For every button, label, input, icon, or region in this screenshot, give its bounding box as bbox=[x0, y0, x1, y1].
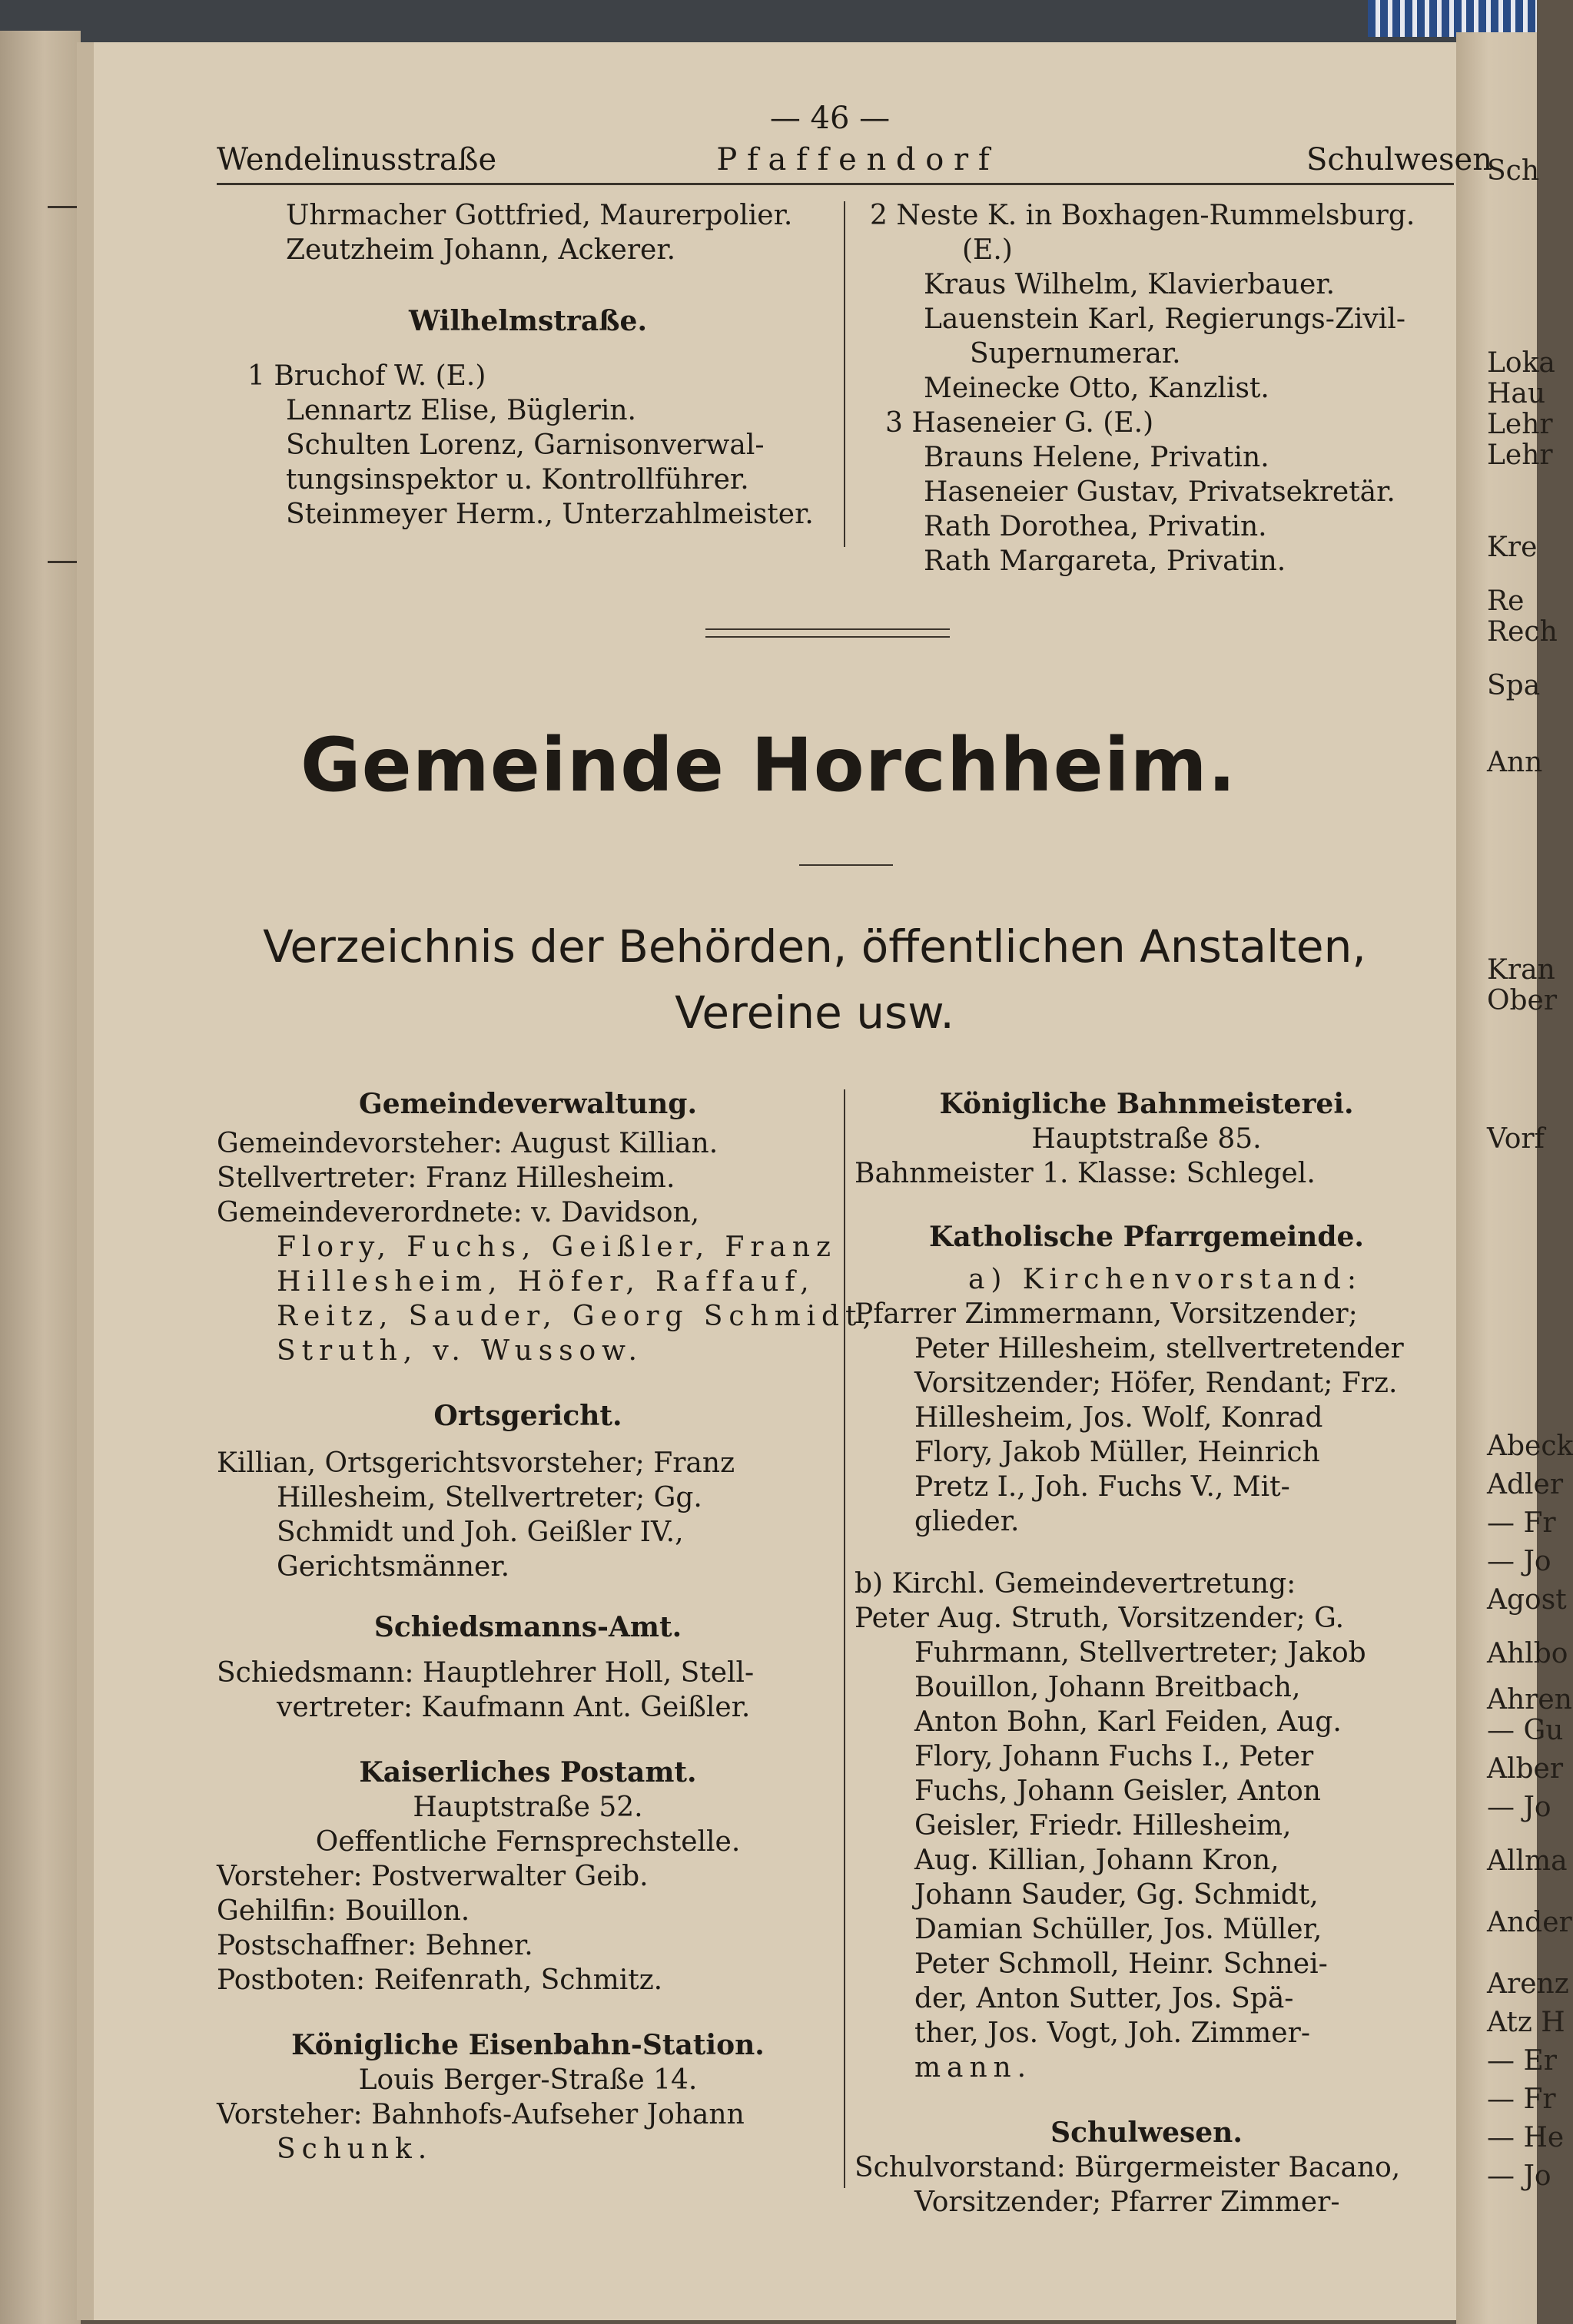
next-page-fragment: Agost bbox=[1487, 1584, 1567, 1616]
next-page-fragment: Vorf bbox=[1487, 1123, 1545, 1155]
header-rule bbox=[217, 183, 1454, 185]
next-page-fragment: — Jo bbox=[1487, 1546, 1551, 1577]
entry-line: mann. bbox=[914, 2052, 1033, 2084]
entry-line: Rath Dorothea, Privatin. bbox=[924, 511, 1267, 542]
top-right-column bbox=[855, 198, 1439, 579]
column-divider-main bbox=[844, 1089, 845, 2188]
entry-line: Pfarrer Zimmermann, Vorsitzender; bbox=[855, 1298, 1358, 1330]
entry-line: Johann Sauder, Gg. Schmidt, bbox=[914, 1879, 1319, 1911]
entry-line: Bouillon, Johann Breitbach, bbox=[914, 1672, 1301, 1703]
entry-line: tungsinspektor u. Kontrollführer. bbox=[286, 464, 749, 496]
entry-line: Meinecke Otto, Kanzlist. bbox=[924, 373, 1269, 404]
section-heading-pfarrgemeinde: Katholische Pfarrgemeinde. bbox=[929, 1221, 1364, 1253]
edge-tick bbox=[48, 561, 78, 563]
next-page-fragment: Spa bbox=[1487, 670, 1541, 701]
entry-line: Haseneier Gustav, Privatsekretär. bbox=[924, 476, 1395, 508]
postamt-note: Oeffentliche Fernsprechstelle. bbox=[315, 1826, 741, 1858]
top-left-column bbox=[217, 198, 839, 532]
next-page-fragment: Ander bbox=[1487, 1907, 1572, 1938]
next-page-fragment: Kre bbox=[1487, 532, 1538, 563]
entry-line: Schulten Lorenz, Garnisonverwal- bbox=[286, 429, 765, 461]
entry-line: Gemeindevorsteher: August Killian. bbox=[217, 1128, 718, 1159]
bookmark-ribbon bbox=[1368, 0, 1537, 37]
next-page-fragment: Atz H bbox=[1487, 2007, 1565, 2038]
next-page-fragment: Rech bbox=[1487, 616, 1558, 648]
subtitle-line: Vereine usw. bbox=[675, 986, 954, 1039]
entry-line: Struth, v. Wussow. bbox=[277, 1335, 643, 1367]
next-page-fragment: Adler bbox=[1487, 1469, 1564, 1500]
entry-line: Schulvorstand: Bürgermeister Bacano, bbox=[855, 2152, 1401, 2183]
entry-line: Gehilfin: Bouillon. bbox=[217, 1895, 470, 1927]
next-page-fragment: Abeck bbox=[1487, 1431, 1573, 1462]
entry-line: Postschaffner: Behner. bbox=[217, 1930, 533, 1961]
next-page-fragment: — Jo bbox=[1487, 2160, 1551, 2192]
entry-line: Schiedsmann: Hauptlehrer Holl, Stell- bbox=[217, 1657, 755, 1689]
running-head-right: Schulwesen bbox=[1306, 142, 1492, 177]
column-divider-top bbox=[844, 201, 845, 547]
section-heading-bahnmeisterei: Königliche Bahnmeisterei. bbox=[939, 1088, 1354, 1120]
entry-line: Vorsitzender; Pfarrer Zimmer- bbox=[914, 2186, 1340, 2218]
next-page-fragment: Hau bbox=[1487, 378, 1546, 409]
section-heading-ortsgericht: Ortsgericht. bbox=[433, 1400, 622, 1432]
subtitle-line: Verzeichnis der Behörden, öffentlichen Anstalten, bbox=[263, 920, 1366, 973]
right-column bbox=[855, 1087, 1439, 2220]
entry-line: Fuchs, Johann Geisler, Anton bbox=[914, 1775, 1321, 1807]
entry-line: Reitz, Sauder, Georg Schmidt, bbox=[277, 1301, 878, 1332]
bahnmeisterei-address: Hauptstraße 85. bbox=[1031, 1123, 1262, 1155]
scan-background-top bbox=[0, 0, 1537, 46]
entry-line: Gemeindeverordnete: v. Davidson, bbox=[217, 1197, 700, 1228]
entry-line: Damian Schüller, Jos. Müller, bbox=[914, 1914, 1322, 1945]
entry-line: Geisler, Friedr. Hillesheim, bbox=[914, 1810, 1292, 1842]
eisenbahn-address: Louis Berger-Straße 14. bbox=[358, 2064, 698, 2096]
entry-line: Steinmeyer Herm., Unterzahlmeister. bbox=[286, 499, 814, 530]
entry-line: 3 Haseneier G. (E.) bbox=[885, 407, 1154, 439]
section-heading-eisenbahn: Königliche Eisenbahn-Station. bbox=[291, 2029, 765, 2061]
section-heading-schulwesen: Schulwesen. bbox=[1050, 2117, 1243, 2149]
next-page-fragment: Ahlbo bbox=[1487, 1638, 1568, 1669]
next-page-fragment: — Gu bbox=[1487, 1715, 1564, 1746]
entry-line: Brauns Helene, Privatin. bbox=[924, 442, 1269, 473]
entry-line: 1 Bruchof W. (E.) bbox=[247, 360, 486, 392]
entry-line: glieder. bbox=[914, 1506, 1020, 1537]
kirchenvorstand-label: a) Kirchenvorstand: bbox=[968, 1264, 1362, 1295]
gemeindevertretung-label: b) Kirchl. Gemeindevertretung: bbox=[855, 1568, 1296, 1600]
entry-line: Peter Schmoll, Heinr. Schnei- bbox=[914, 1948, 1328, 1980]
entry-line: Vorsteher: Postverwalter Geib. bbox=[217, 1861, 649, 1892]
entry-line: Hillesheim, Höfer, Raffauf, bbox=[277, 1266, 815, 1298]
next-page-fragment: Arenz bbox=[1487, 1968, 1569, 2000]
next-page-fragment: — Er bbox=[1487, 2045, 1557, 2077]
next-page-fragment: Ahren bbox=[1487, 1684, 1572, 1716]
entry-line: Gerichtsmänner. bbox=[277, 1551, 510, 1583]
next-page-fragment: Ober bbox=[1487, 985, 1558, 1016]
entry-line: Hillesheim, Jos. Wolf, Konrad bbox=[914, 1402, 1323, 1434]
next-page-fragment: Allma bbox=[1487, 1845, 1568, 1877]
running-head-center: P f a f f e n d o r f bbox=[716, 142, 990, 177]
next-page-fragment: Ann bbox=[1487, 747, 1543, 778]
entry-line: Kraus Wilhelm, Klavierbauer. bbox=[924, 269, 1336, 300]
next-page-fragment: Sch bbox=[1487, 155, 1540, 187]
entry-line: Schmidt und Joh. Geißler IV., bbox=[277, 1517, 684, 1548]
section-heading-postamt: Kaiserliches Postamt. bbox=[359, 1756, 697, 1789]
page-number: — 46 — bbox=[769, 101, 891, 136]
next-page-fragment: Lehr bbox=[1487, 439, 1553, 471]
entry-line: (E.) bbox=[962, 234, 1013, 266]
entry-line: Anton Bohn, Karl Feiden, Aug. bbox=[914, 1706, 1342, 1738]
next-page-fragment: Loka bbox=[1487, 347, 1555, 379]
entry-line: Peter Aug. Struth, Vorsitzender; G. bbox=[855, 1603, 1345, 1634]
entry-line: Rath Margareta, Privatin. bbox=[924, 545, 1286, 577]
entry-line: Supernumerar. bbox=[970, 338, 1181, 370]
entry-line: 2 Neste K. in Boxhagen-Rummelsburg. bbox=[870, 200, 1415, 231]
entry-line: Uhrmacher Gottfried, Maurerpolier. bbox=[286, 200, 793, 231]
entry-line: Vorsitzender; Höfer, Rendant; Frz. bbox=[914, 1368, 1398, 1399]
entry-line: Vorsteher: Bahnhofs-Aufseher Johann bbox=[217, 2099, 745, 2130]
entry-line: Aug. Killian, Johann Kron, bbox=[914, 1845, 1279, 1876]
entry-line: Lennartz Elise, Büglerin. bbox=[286, 395, 636, 426]
next-page-fragment: Re bbox=[1487, 585, 1525, 617]
entry-line: vertreter: Kaufmann Ant. Geißler. bbox=[277, 1692, 751, 1723]
entry-line: Flory, Jakob Müller, Heinrich bbox=[914, 1437, 1320, 1468]
title-rule bbox=[799, 864, 893, 866]
entry-line: Flory, Fuchs, Geißler, Franz bbox=[277, 1232, 837, 1263]
next-page-fragment: — Jo bbox=[1487, 1792, 1551, 1823]
next-page-fragment: — Fr bbox=[1487, 2084, 1556, 2115]
next-page-edge bbox=[1456, 32, 1573, 2324]
section-heading-schiedsmann: Schiedsmanns-Amt. bbox=[373, 1611, 682, 1643]
section-heading-gemeindeverwaltung: Gemeindeverwaltung. bbox=[358, 1088, 698, 1120]
entry-line: Hillesheim, Stellvertreter; Gg. bbox=[277, 1482, 702, 1513]
next-page-fragment: Kran bbox=[1487, 954, 1555, 986]
section-double-rule bbox=[705, 636, 950, 638]
postamt-address: Hauptstraße 52. bbox=[413, 1792, 643, 1823]
section-heading-wilhelmstrasse: Wilhelmstraße. bbox=[409, 305, 647, 337]
entry-line: ther, Jos. Vogt, Joh. Zimmer- bbox=[914, 2017, 1310, 2049]
entry-line: Fuhrmann, Stellvertreter; Jakob bbox=[914, 1637, 1366, 1669]
entry-line: Killian, Ortsgerichtsvorsteher; Franz bbox=[217, 1447, 735, 1479]
section-double-rule bbox=[705, 628, 950, 630]
entry-line: Bahnmeister 1. Klasse: Schlegel. bbox=[855, 1158, 1316, 1189]
next-page-fragment: — Fr bbox=[1487, 1507, 1556, 1539]
edge-tick bbox=[48, 206, 78, 208]
entry-line: Schunk. bbox=[277, 2133, 433, 2165]
entry-line: Flory, Johann Fuchs I., Peter bbox=[914, 1741, 1314, 1772]
previous-page-edge bbox=[0, 31, 81, 2324]
page-title: Gemeinde Horchheim. bbox=[300, 722, 1237, 808]
entry-line: Peter Hillesheim, stellvertretender bbox=[914, 1333, 1404, 1364]
entry-line: Zeutzheim Johann, Ackerer. bbox=[286, 234, 676, 266]
running-head-left: Wendelinusstraße bbox=[217, 142, 497, 177]
next-page-fragment: Lehr bbox=[1487, 409, 1553, 440]
entry-line: Lauenstein Karl, Regierungs-Zivil- bbox=[924, 303, 1405, 335]
entry-line: Postboten: Reifenrath, Schmitz. bbox=[217, 1964, 663, 1996]
entry-line: der, Anton Sutter, Jos. Spä- bbox=[914, 1983, 1294, 2014]
entry-line: Stellvertreter: Franz Hillesheim. bbox=[217, 1162, 675, 1194]
next-page-fragment: — He bbox=[1487, 2122, 1565, 2153]
next-page-fragment: Alber bbox=[1487, 1753, 1564, 1785]
left-column bbox=[217, 1087, 878, 2167]
entry-line: Pretz I., Joh. Fuchs V., Mit- bbox=[914, 1471, 1290, 1503]
